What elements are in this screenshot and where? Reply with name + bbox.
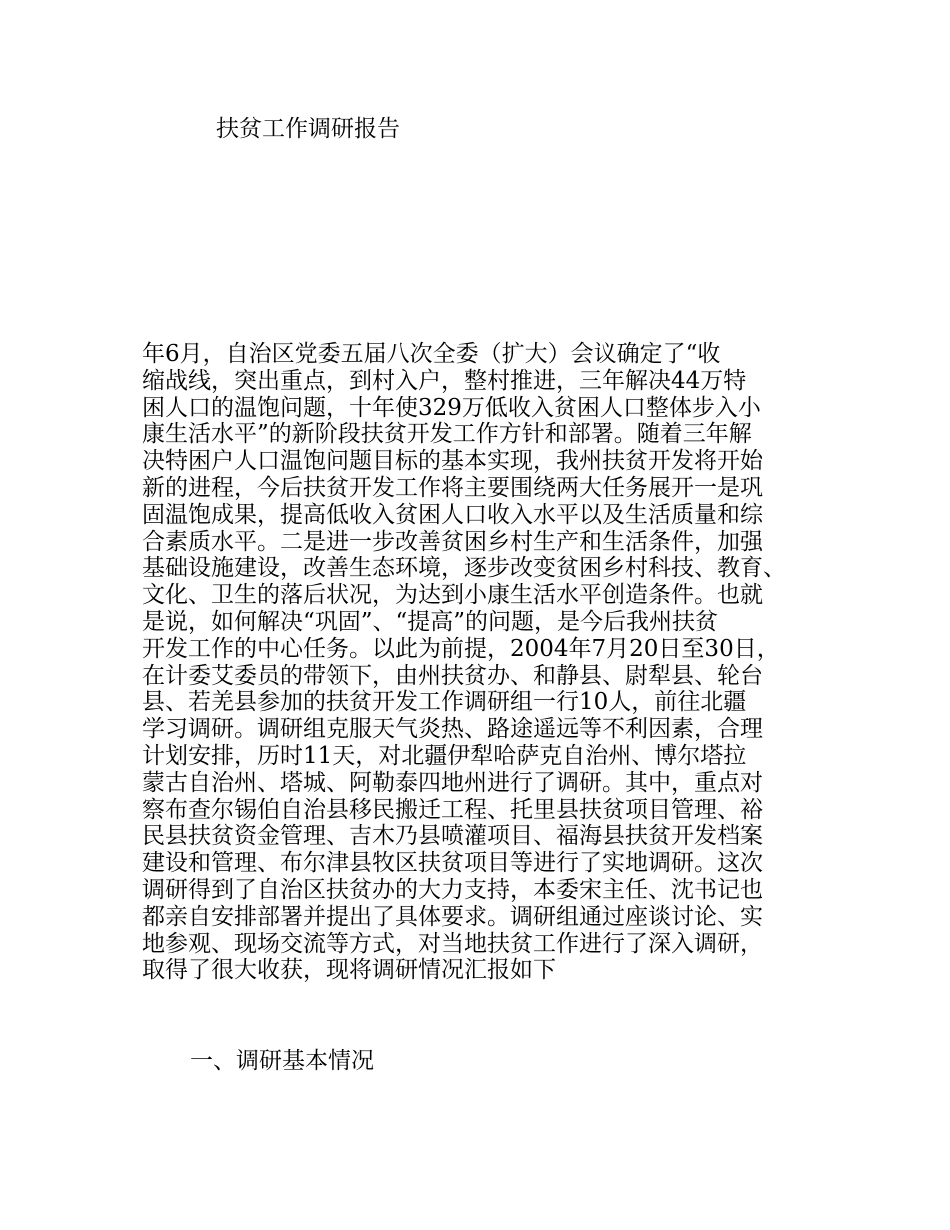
paragraph-line: 困人口的温饱问题，十年使329万低收入贫困人口整体步入小 [142,394,761,421]
paragraph-line: 学习调研。调研组克服天气炎热、路途遥远等不利因素，合理 [142,716,763,743]
paragraph-line: 基础设施建设，改善生态环境，逐步改变贫困乡村科技、教育、 [142,555,786,582]
section-heading: 一、调研基本情况 [190,1048,374,1074]
paragraph-line: 调研得到了自治区扶贫办的大力支持，本委宋主任、沈书记也 [142,876,763,903]
paragraph-line: 文化、卫生的落后状况，为达到小康生活水平创造条件。也就 [142,582,763,609]
paragraph-line: 固温饱成果，提高低收入贫困人口收入水平以及生活质量和综 [142,501,763,528]
paragraph-line: 康生活水平”的新阶段扶贫开发工作方针和部署。随着三年解 [142,421,752,448]
paragraph-line: 开发工作的中心任务。以此为前提，2004年7月20日至30日， [142,635,780,662]
document-title: 扶贫工作调研报告 [216,116,400,142]
paragraph-line: 年6月，自治区党委五届八次全委（扩大）会议确定了“收 [142,341,721,367]
paragraph-line: 合素质水平。二是进一步改善贫困乡村生产和生活条件，加强 [142,528,763,555]
paragraph-line: 建设和管理、布尔津县牧区扶贫项目等进行了实地调研。这次 [142,850,763,877]
paragraph-line: 是说，如何解决“巩固”、“提高”的问题，是今后我州扶贫 [142,608,719,635]
paragraph-line: 缩战线，突出重点，到村入户，整村推进，三年解决44万特 [142,367,747,394]
paragraph-line: 蒙古自治州、塔城、阿勒泰四地州进行了调研。其中，重点对 [142,769,763,796]
paragraph-line: 在计委艾委员的带领下，由州扶贫办、和静县、尉犁县、轮台 [142,662,763,689]
body-paragraph [142,341,832,984]
paragraph-line: 计划安排，历时11天，对北疆伊犁哈萨克自治州、博尔塔拉 [142,742,747,769]
paragraph-line: 察布查尔锡伯自治县移民搬迁工程、托里县扶贫项目管理、裕 [142,796,763,823]
paragraph-line: 决特困户人口温饱问题目标的基本实现，我州扶贫开发将开始 [142,448,763,475]
paragraph-line: 取得了很大收获，现将调研情况汇报如下 [142,957,556,984]
paragraph-line: 都亲自安排部署并提出了具体要求。调研组通过座谈讨论、实 [142,903,763,930]
paragraph-line: 县、若羌县参加的扶贫开发工作调研组一行10人，前往北疆 [142,689,747,716]
paragraph-line: 地参观、现场交流等方式，对当地扶贫工作进行了深入调研， [142,930,763,957]
paragraph-line: 新的进程，今后扶贫开发工作将主要围绕两大任务展开一是巩 [142,474,763,501]
paragraph-line: 民县扶贫资金管理、吉木乃县喷灌项目、福海县扶贫开发档案 [142,823,763,850]
